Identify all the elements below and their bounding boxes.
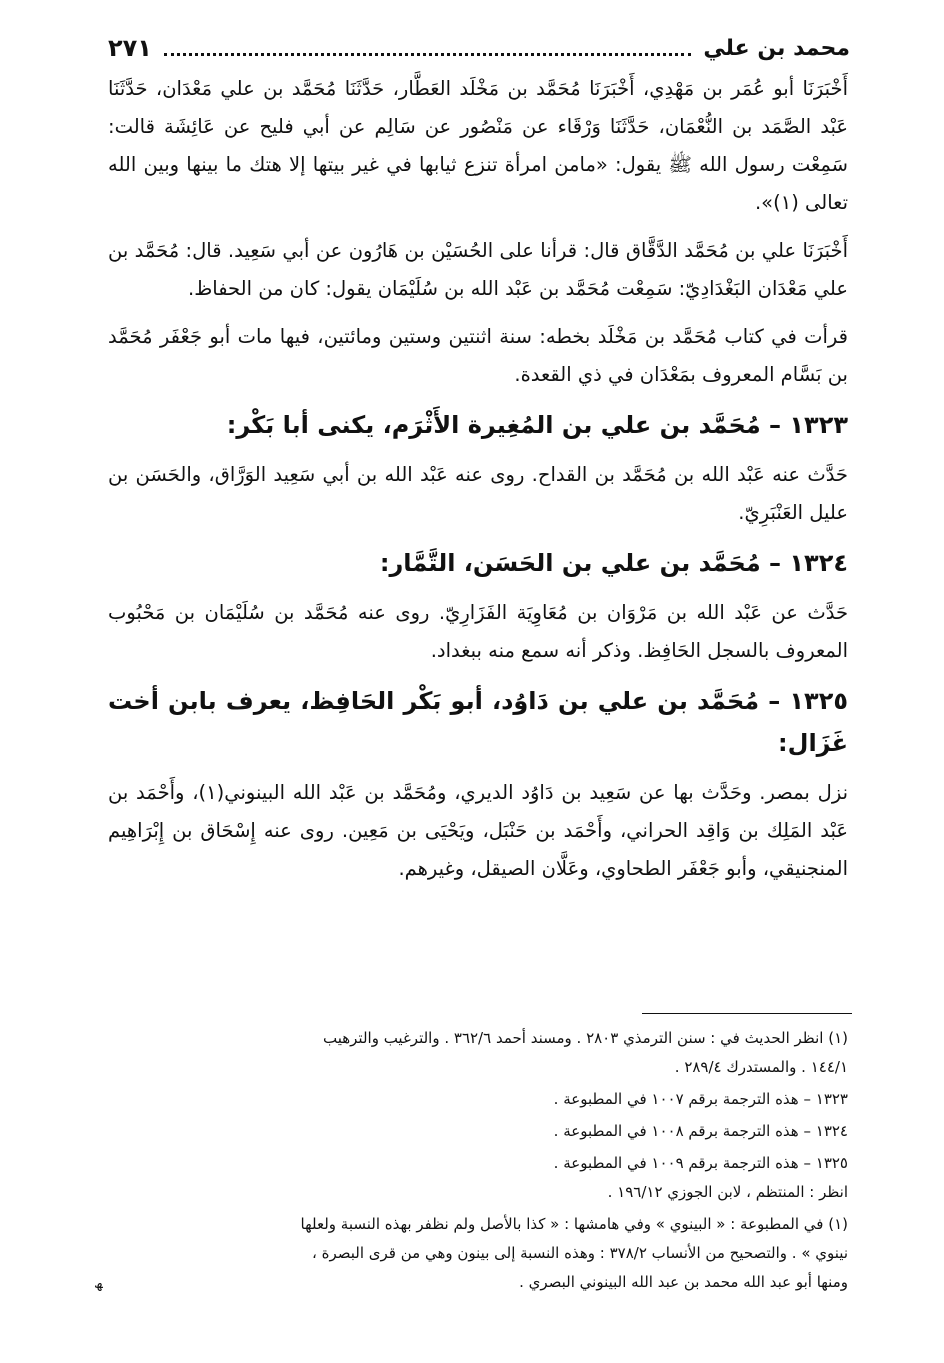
page-number: ٢٧١: [108, 34, 152, 62]
paragraph: قرأت في كتاب مُحَمَّد بن مَخْلَد بخطه: سنة اثنتين وستين ومائتين، فيها مات أبو جَعْفَر مُحَمَّد بن بَسَّام المعروف بمَعْدَان في ذي القعدة.: [108, 325, 848, 386]
running-header: [108, 28, 850, 68]
footnote: [112, 1149, 848, 1207]
footnote-line: انظر : المنتظم ، لابن الجوزي ١٩٦/١٢ .: [607, 1183, 848, 1201]
footnote-line: نينوي » . والتصحيح من الأنساب ٣٧٨/٢ : وهذه النسبة إلى بينون وهي من قرى البصرة ،: [311, 1244, 848, 1262]
footnote-line: ١٣٢٥ – هذه الترجمة برقم ١٠٠٩ في المطبوعة .: [553, 1154, 848, 1172]
paragraph: أَخْبَرَنَا علي بن مُحَمَّد الدَّقَّاق قال: قرأنا على الحُسَيْن بن هَارُون عن أبي سَعِيد. قال: مُحَمَّد بن علي مَعْدَان البَغْدَادِيّ: سَمِعْت مُحَمَّد بن عَبْد الله بن سُلَيْمَان يقول: كان من الحفاظ.: [108, 239, 848, 300]
footnote: [112, 1210, 848, 1297]
entry-heading-1323: ١٣٢٣ – مُحَمَّد بن علي بن المُغِيرة الأَثْرَم، يكنى أبا بَكْر:: [226, 411, 848, 439]
footnotes: [112, 1024, 848, 1300]
footnote-line: ومنها أبو عبد الله محمد بن عبد الله البينوني البصري .: [519, 1273, 848, 1291]
footnote-line: ١٣٢٣ – هذه الترجمة برقم ١٠٠٧ في المطبوعة .: [553, 1090, 848, 1108]
header-title: محمد بن علي: [703, 35, 850, 61]
footnote: [112, 1024, 848, 1082]
footnote: [112, 1117, 848, 1146]
footnote-line: (١) انظر الحديث في : سنن الترمذي ٢٨٠٣ . ومسند أحمد ٣٦٢/٦ . والترغيب والترهيب: [322, 1029, 848, 1047]
footnote-line: ١٤٤/١ . والمستدرك ٢٨٩/٤ .: [674, 1058, 848, 1076]
footnote-divider: [642, 1013, 852, 1014]
entry-text-1324: حَدَّث عن عَبْد الله بن مَرْوَان بن مُعَاوِيَة الفَزَارِيّ. روى عنه مُحَمَّد بن سُلَيْمَان بن مَحْبُوب المعروف بالسجل الحَافِظ. وذكر أنه سمع منه ببغداد.: [108, 601, 848, 662]
paragraph: أَخْبَرَنَا أبو عُمَر بن مَهْدِي، أَخْبَرَنَا مُحَمَّد بن مَخْلَد العَطَّار، حَدَّثَنَا مُحَمَّد بن علي مَعْدَان، حَدَّثَنَا عَبْد الصَّمَد بن النُّعْمَان، حَدَّثَنَا وَرْقَاء عن مَنْصُور عن سَالِم عن أبي فليح عن عَائِشَة قالت: سَمِعْت رسول الله ﷺ يقول: «مامن امرأة تنزع ثيابها في غير بيتها إلا هتك ما بينها وبين الله تعالى (١)».: [108, 77, 848, 214]
margin-mark: ﮫ: [94, 1276, 103, 1292]
entry-heading-1324: ١٣٢٤ – مُحَمَّد بن علي بن الحَسَن، التَّمَّار:: [379, 549, 848, 577]
entry-text-1323: حَدَّث عنه عَبْد الله بن مُحَمَّد بن القداح. روى عنه عَبْد الله بن أبي سَعِيد الوَرَّاق، والحَسَن بن عليل العَنْبَرِيّ.: [108, 463, 848, 524]
footnote-line: ١٣٢٤ – هذه الترجمة برقم ١٠٠٨ في المطبوعة .: [553, 1122, 848, 1140]
entry-heading-1325: ١٣٢٥ – مُحَمَّد بن علي بن دَاوُد، أبو بَكْر الحَافِظ، يعرف بابن أخت غَزَال:: [108, 687, 848, 757]
entry-text-1325: نزل بمصر. وحَدَّث بها عن سَعِيد بن دَاوُد الديري، ومُحَمَّد بن عَبْد الله البينوني(١)، وأَحْمَد بن عَبْد المَلِك بن وَاقِد الحراني، وأَحْمَد بن حَنْبَل، ويَحْيَى بن مَعِين. روى عنه إِسْحَاق بن إِبْرَاهِيم المنجنيقي، وأبو جَعْفَر الطحاوي، وعَلَّان الصيقل، وغيرهم.: [108, 781, 848, 880]
footnote: [112, 1085, 848, 1114]
main-text: [108, 70, 848, 898]
footnote-line: (١) في المطبوعة : « البينوي » وفي هامشها : « كذا بالأصل ولم نظفر بهذه النسبة ولعلها: [300, 1215, 848, 1233]
header-dot-leader: [164, 41, 691, 56]
